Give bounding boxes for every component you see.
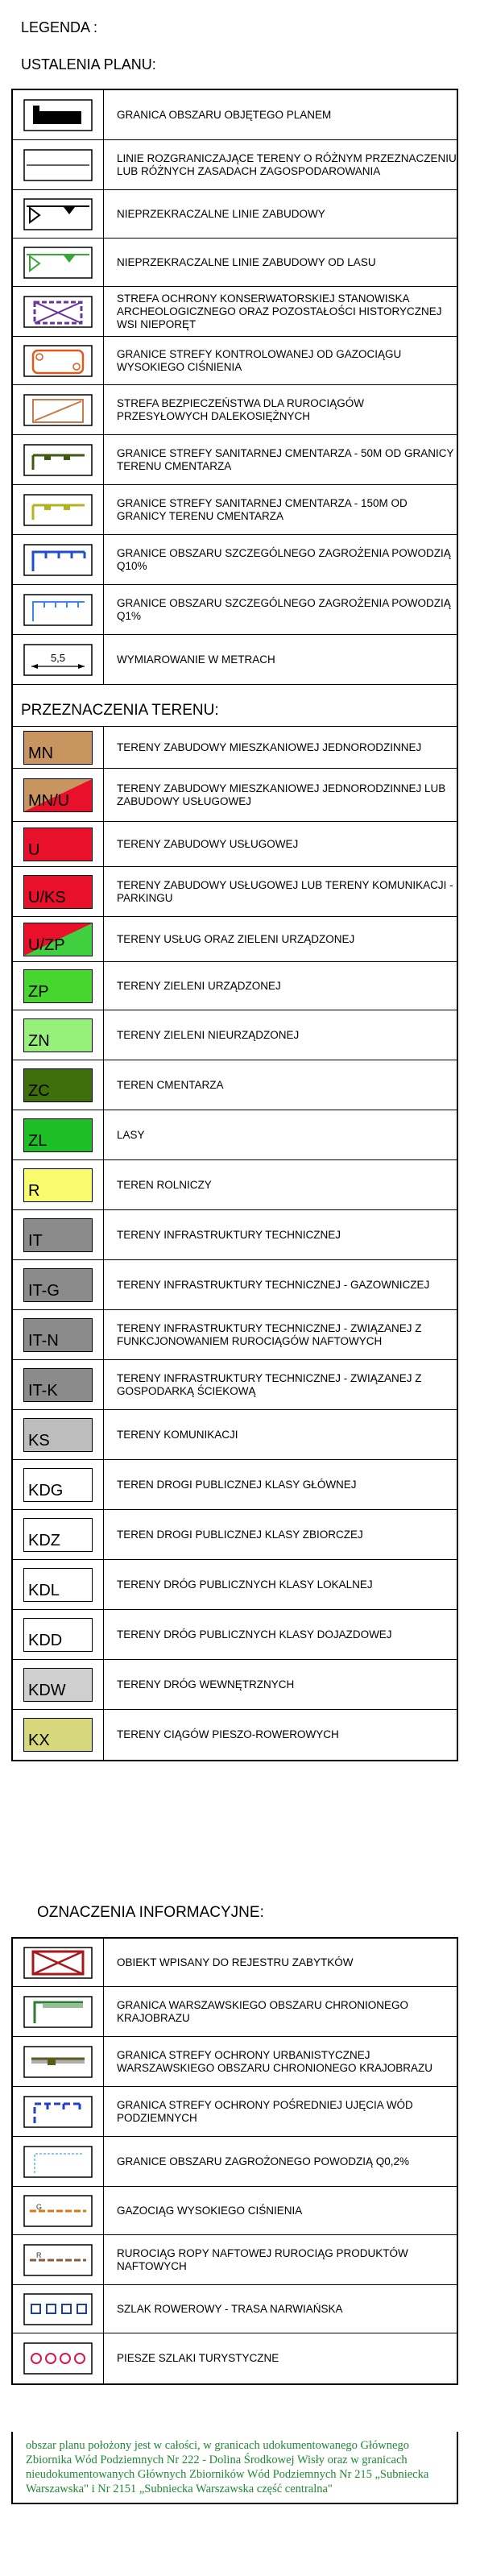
legend-label: LINIE ROZGRANICZAJĄCE TERENY O RÓŻNYM PRZEZNACZENIU LUB RÓŻNYCH ZASADACH ZAGOSPODAROWANIA (117, 151, 457, 177)
monument-icon (23, 1947, 93, 1979)
gas-zone-icon (23, 345, 93, 377)
flood-q10-icon (23, 544, 93, 576)
land-use-row (13, 1260, 457, 1310)
legend-label: GRANICA OBSZARU OBJĘTEGO PLANEM (117, 108, 332, 121)
land-use-row (13, 917, 457, 962)
land-use-swatch (23, 731, 93, 765)
legend-row (13, 385, 457, 435)
land-use-label: TERENY ZABUDOWY MIESZKANIOWEJ JEDNORODZINNEJ LUB ZABUDOWY USŁUGOWEJ (117, 782, 446, 807)
land-use-label: TERENY CIĄGÓW PIESZO-ROWEROWYCH (117, 1728, 339, 1740)
land-use-label: TERENY INFRASTRUKTURY TECHNICZNEJ - ZWIĄZANEJ Z FUNKCJONOWANIEM RUROCIĄGÓW NAFTOWYCH (117, 1321, 422, 1347)
legend-label: STREFA OCHRONY KONSERWATORSKIEJ STANOWISKA ARCHEOLOGICZNEGO ORAZ POZOSTAŁOŚCI HISTORYCZNEJ WSI NIEPORĘT (117, 292, 442, 330)
land-use-swatch (23, 969, 93, 1003)
land-use-row (13, 1160, 457, 1210)
land-use-label: TERENY ZIELENI URZĄDZONEJ (117, 979, 281, 992)
legend-row (13, 1939, 457, 1987)
land-use-row (13, 1110, 457, 1160)
legend-row (13, 2187, 457, 2235)
land-use-row (13, 769, 457, 822)
legend-label: PIESZE SZLAKI TURYSTYCZNE (117, 2352, 279, 2364)
svg-text:R: R (36, 2250, 42, 2259)
legend-row (13, 435, 457, 485)
land-use-row (13, 1010, 457, 1060)
info-section-title: OZNACZENIA INFORMACYJNE: (37, 1904, 264, 1921)
land-use-label: TERENY ZABUDOWY MIESZKANIOWEJ JEDNORODZINNEJ (117, 740, 422, 753)
legend-row (13, 585, 457, 635)
land-use-code: IT (28, 1231, 43, 1250)
legend-row (13, 190, 457, 239)
legend-label: WYMIAROWANIE W METRACH (117, 653, 275, 666)
legend-label: GRANICA STREFY OCHRONY POŚREDNIEJ UJĘCIA WÓD PODZIEMNYCH (117, 2098, 413, 2124)
land-use-row (13, 1460, 457, 1510)
land-section-title: PRZEZNACZENIA TERENU: (13, 685, 457, 727)
legend-label: GRANICE STREFY SANITARNEJ CMENTARZA - 50M OD GRANICY TERENU CMENTARZA (117, 446, 454, 472)
flood-q02-icon (23, 2146, 93, 2178)
land-use-swatch (23, 1018, 93, 1052)
legend-row (13, 239, 457, 287)
land-use-code: U/KS (28, 888, 66, 906)
legend-table (11, 89, 458, 1761)
legend-row (13, 2285, 457, 2333)
legend-row (13, 2087, 457, 2137)
land-use-row (13, 1510, 457, 1560)
land-use-swatch (23, 1518, 93, 1552)
land-use-code: KDW (28, 1681, 66, 1699)
legend-row (13, 1987, 457, 2037)
land-use-swatch (23, 1468, 93, 1502)
land-use-swatch (23, 1118, 93, 1152)
land-use-label: TEREN DROGI PUBLICZNEJ KLASY ZBIORCZEJ (117, 1528, 363, 1541)
land-use-rows (13, 727, 457, 1760)
land-use-label: TERENY DRÓG PUBLICZNYCH KLASY DOJAZDOWEJ (117, 1628, 392, 1641)
land-use-label: TERENY DRÓG WEWNĘTRZNYCH (117, 1678, 295, 1690)
land-use-code: R (28, 1181, 40, 1200)
dividing-line-icon (23, 149, 93, 181)
groundwater-note: obszar planu położony jest w całości, w granicach udokumentowanego Głównego Zbiornika Wód Podziemnych Nr 222 - Dolina Środkowej Wisły oraz w granicach nieudokumentowanych Głównych Zbiorników Wód Podziemnych Nr 215 „Subniecka Warszawska" i Nr 2151 „Subniecka Warszawska część centralna" (11, 2432, 458, 2504)
legend-row (13, 2333, 457, 2383)
land-use-swatch (23, 1418, 93, 1452)
land-use-swatch (23, 1268, 93, 1302)
archaeology-zone-icon (23, 296, 93, 328)
legend-row (13, 2235, 457, 2285)
land-use-row (13, 1060, 457, 1110)
cemetery-150m-icon (23, 494, 93, 526)
land-use-label: TERENY KOMUNIKACJI (117, 1428, 238, 1441)
plan-boundary-icon (23, 99, 93, 131)
land-use-code: U/ZP (28, 935, 65, 954)
land-use-row (13, 1660, 457, 1710)
dimension-icon (23, 644, 93, 676)
land-use-row (13, 1610, 457, 1660)
land-use-code: IT-N (28, 1331, 59, 1350)
legend-label: SZLAK ROWEROWY - TRASA NARWIAŃSKA (117, 2302, 343, 2315)
legend-label: STREFA BEZPIECZEŃSTWA DLA RUROCIĄGÓW PRZESYŁOWYCH DALEKOSIĘŻNYCH (117, 396, 365, 422)
land-use-code: ZP (28, 982, 49, 1001)
land-use-label: TERENY ZABUDOWY USŁUGOWEJ (117, 837, 299, 850)
land-use-swatch (23, 1168, 93, 1202)
urban-protection-icon (23, 2046, 93, 2078)
land-use-swatch (23, 1318, 93, 1352)
land-use-row (13, 962, 457, 1010)
legend-row (13, 337, 457, 385)
legend-label: GRANICA WARSZAWSKIEGO OBSZARU CHRONIONEGO KRAJOBRAZU (117, 1998, 409, 2024)
legend-label: RUROCIĄG ROPY NAFTOWEJ RUROCIĄG PRODUKTÓW NAFTOWYCH (117, 2246, 408, 2272)
land-use-code: KDL (28, 1581, 60, 1599)
land-use-code: MN (28, 744, 54, 762)
land-use-code: KDD (28, 1631, 63, 1649)
land-use-code: IT-K (28, 1381, 58, 1400)
flood-q1-icon (23, 594, 93, 626)
legend-label: GRANICA STREFY OCHRONY URBANISTYCZNEJ WARSZAWSKIEGO OBSZARU CHRONIONEGO KRAJOBRAZU (117, 2048, 433, 2074)
legend-row (13, 535, 457, 585)
land-use-code: KX (28, 1732, 50, 1749)
land-use-label: TERENY ZABUDOWY USŁUGOWEJ LUB TERENY KOMUNIKACJI - PARKINGU (117, 878, 453, 904)
forest-building-line-icon (23, 247, 93, 279)
gas-pipeline-icon (23, 2195, 93, 2227)
cemetery-50m-icon (23, 444, 93, 476)
land-use-swatch (23, 828, 93, 861)
groundwater-zone-icon (23, 2096, 93, 2128)
svg-text:G: G (36, 2202, 43, 2211)
land-use-row (13, 1710, 457, 1760)
legend-label: NIEPRZEKRACZALNE LINIE ZABUDOWY OD LASU (117, 255, 376, 268)
land-use-code: MN/U (28, 791, 70, 810)
legend-title: LEGENDA : (21, 19, 98, 35)
legend-row (13, 90, 457, 140)
land-use-code: ZN (28, 1031, 50, 1050)
land-use-code: KDZ (28, 1531, 60, 1549)
land-use-row (13, 1560, 457, 1610)
land-use-row (13, 867, 457, 917)
legend-label: GRANICE OBSZARU SZCZEGÓLNEGO ZAGROŻENIA POWODZIĄ Q10% (117, 546, 451, 572)
land-use-swatch (23, 1218, 93, 1252)
land-use-swatch (23, 1568, 93, 1602)
hiking-trail-icon (23, 2342, 93, 2375)
land-use-label: TEREN ROLNICZY (117, 1178, 212, 1191)
land-use-swatch (23, 1068, 93, 1102)
land-use-label: TERENY INFRASTRUKTURY TECHNICZNEJ (117, 1228, 341, 1241)
land-use-swatch (23, 923, 93, 956)
legend-label: OBIEKT WPISANY DO REJESTRU ZABYTKÓW (117, 1956, 354, 1968)
bike-trail-icon (23, 2293, 93, 2325)
legend-label: GRANICE OBSZARU ZAGROŻONEGO POWODZIĄ Q0,2% (117, 2155, 410, 2167)
land-use-row (13, 1360, 457, 1410)
info-table (11, 1937, 458, 2385)
land-use-code: U (28, 840, 40, 859)
land-use-label: TERENY INFRASTRUKTURY TECHNICZNEJ - ZWIĄZANEJ Z GOSPODARKĄ ŚCIEKOWĄ (117, 1371, 422, 1397)
land-use-swatch (23, 1718, 93, 1752)
land-use-swatch (23, 1368, 93, 1402)
land-use-swatch (23, 875, 93, 909)
land-use-code: ZC (28, 1081, 50, 1100)
plan-section-title: USTALENIA PLANU: (21, 56, 156, 73)
legend-label: GRANICE STREFY SANITARNEJ CMENTARZA - 150M OD GRANICY TERENU CMENTARZA (117, 496, 408, 522)
land-use-code: IT-G (28, 1281, 60, 1300)
legend-row (13, 2137, 457, 2187)
land-use-code: ZL (28, 1131, 48, 1150)
land-use-label: TERENY INFRASTRUKTURY TECHNICZNEJ - GAZOWNICZEJ (117, 1278, 430, 1291)
land-use-label: LASY (117, 1128, 145, 1141)
land-use-row (13, 1310, 457, 1360)
building-line-icon (23, 198, 93, 230)
legend-row (13, 635, 457, 685)
legend-row (13, 287, 457, 337)
land-use-label: TERENY ZIELENI NIEURZĄDZONEJ (117, 1028, 300, 1041)
legend-label: GAZOCIĄG WYSOKIEGO CIŚNIENIA (117, 2204, 303, 2217)
legend-label: GRANICE STREFY KONTROLOWANEJ OD GAZOCIĄGU WYSOKIEGO CIŚNIENIA (117, 347, 402, 373)
legend-row (13, 140, 457, 190)
land-use-label: TERENY DRÓG PUBLICZNYCH KLASY LOKALNEJ (117, 1578, 373, 1591)
legend-row (13, 2037, 457, 2087)
legend-label: GRANICE OBSZARU SZCZEGÓLNEGO ZAGROŻENIA POWODZIĄ Q1% (117, 596, 451, 622)
dimension-value: 5,5 (50, 651, 66, 664)
land-use-swatch (23, 778, 93, 812)
land-use-label: TEREN DROGI PUBLICZNEJ KLASY GŁÓWNEJ (117, 1478, 357, 1491)
pipeline-zone-icon (23, 394, 93, 426)
land-use-code: KDG (28, 1481, 64, 1500)
land-use-row (13, 1410, 457, 1460)
protected-landscape-icon (23, 1996, 93, 2028)
land-use-swatch (23, 1618, 93, 1652)
land-use-row (13, 727, 457, 769)
land-use-row (13, 822, 457, 867)
legend-row (13, 485, 457, 535)
oil-pipeline-icon (23, 2244, 93, 2276)
land-use-row (13, 1210, 457, 1260)
land-use-code: KS (28, 1431, 50, 1450)
legend-label: NIEPRZEKRACZALNE LINIE ZABUDOWY (117, 207, 325, 220)
land-use-swatch (23, 1668, 93, 1702)
land-use-label: TERENY USŁUG ORAZ ZIELENI URZĄDZONEJ (117, 932, 355, 945)
land-use-label: TEREN CMENTARZA (117, 1078, 224, 1091)
